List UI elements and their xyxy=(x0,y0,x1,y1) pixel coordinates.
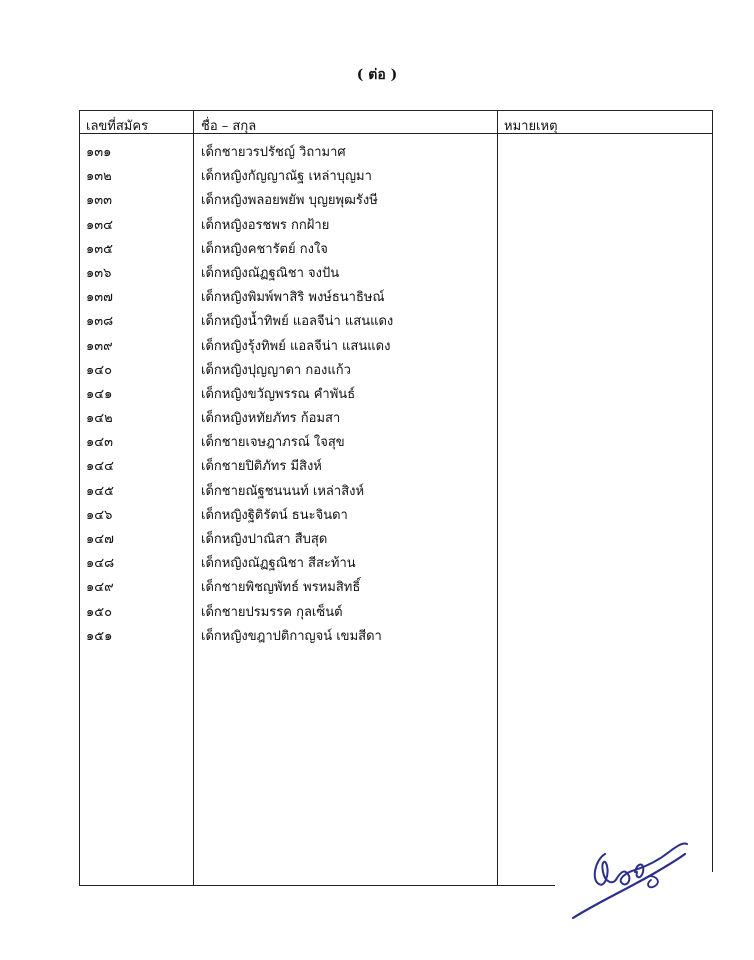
applicant-number: ๑๔๐ xyxy=(86,362,113,378)
applicant-name: เด็กหญิงน้ำทิพย์ แอลจีน่า แสนแดง xyxy=(201,314,394,330)
applicant-name: เด็กชายปิติภัทร มีสิงห์ xyxy=(201,459,322,475)
applicant-name: เด็กชายพิชญพัทธ์ พรหมสิทธิ์ xyxy=(201,580,361,596)
table-row xyxy=(80,455,497,479)
header-number: เลขที่สมัคร xyxy=(86,119,149,134)
table-row xyxy=(80,262,497,286)
applicant-name: เด็กหญิงปาณิสา สืบสุด xyxy=(201,532,328,547)
applicant-name: เด็กหญิงพิมพ์พาสิริ พงษ์ธนาธิษณ์ xyxy=(201,290,385,306)
applicant-number: ๑๓๖ xyxy=(86,265,112,281)
applicant-name: เด็กหญิงขวัญพรรณ คำพันธ์ xyxy=(201,386,356,402)
table-row xyxy=(80,238,497,262)
applicant-name: เด็กหญิงณัฏฐณิชา จงปัน xyxy=(201,265,340,281)
table-row xyxy=(80,214,497,238)
applicant-name: เด็กหญิงกัญญาณัฐ เหล่าบุญมา xyxy=(201,169,372,185)
table-row xyxy=(80,528,497,552)
table-row xyxy=(80,359,497,383)
table-row xyxy=(80,576,497,600)
header-note: หมายเหตุ xyxy=(504,119,558,134)
table-row xyxy=(80,480,497,504)
applicant-number: ๑๔๕ xyxy=(86,483,114,499)
applicant-number: ๑๓๕ xyxy=(86,241,113,257)
applicant-name: เด็กหญิงหทัยภัทร ก้อมสา xyxy=(201,411,341,427)
applicant-name: เด็กชายณัฐชนนนท์ เหล่าสิงห์ xyxy=(201,483,365,499)
table-row xyxy=(80,141,497,165)
applicant-name: เด็กชายปรมรรค กุลเซ็นต์ xyxy=(201,604,343,620)
table-row xyxy=(80,504,497,528)
applicant-number: ๑๔๑ xyxy=(86,386,113,402)
applicant-name: เด็กหญิงอรชพร กกฝ้าย xyxy=(201,217,330,233)
applicant-number: ๑๕๑ xyxy=(86,628,113,644)
applicant-number: ๑๓๒ xyxy=(86,169,112,185)
applicant-number: ๑๓๓ xyxy=(86,193,113,209)
applicant-name: เด็กชายเจษฎาภรณ์ ใจสุข xyxy=(201,435,345,451)
applicant-name: เด็กหญิงฐิติรัตน์ ธนะจินดา xyxy=(201,507,348,523)
applicant-name: เด็กหญิงคชารัตย์ กงใจ xyxy=(201,241,328,257)
applicant-number: ๑๓๗ xyxy=(86,290,113,306)
applicant-number: ๑๔๓ xyxy=(86,435,113,451)
applicant-name: เด็กหญิงขฎาปติกาญจน์ เขมสีดา xyxy=(201,628,382,644)
table-row xyxy=(80,552,497,576)
applicant-number: ๑๔๖ xyxy=(86,507,113,523)
table-row xyxy=(80,335,497,359)
applicant-name: เด็กหญิงปุญญาดา กองแก้ว xyxy=(201,362,351,378)
table-row xyxy=(80,407,497,431)
table-row xyxy=(80,383,497,407)
applicant-name: เด็กหญิงพลอยพยัพ บุญยพุฒรังษี xyxy=(201,193,378,209)
table-row xyxy=(80,189,497,213)
applicant-name: เด็กหญิงรุ้งทิพย์ แอลจีน่า แสนแดง xyxy=(201,338,391,354)
table-row xyxy=(80,625,497,649)
applicant-number: ๑๔๔ xyxy=(86,459,114,475)
table-row xyxy=(80,431,497,455)
applicant-number: ๑๔๙ xyxy=(86,580,114,596)
applicant-number: ๑๕๐ xyxy=(86,604,113,620)
table-row xyxy=(80,286,497,310)
table-row xyxy=(80,310,497,334)
continued-label: ( ต่อ ) xyxy=(356,67,398,83)
applicant-number: ๑๔๗ xyxy=(86,532,114,547)
applicant-name: เด็กชายวรปรัชญ์ วิถามาศ xyxy=(201,145,346,160)
applicant-number: ๑๓๑ xyxy=(86,145,112,160)
table-body xyxy=(80,141,497,649)
applicant-number: ๑๓๔ xyxy=(86,217,113,233)
table-row xyxy=(80,601,497,625)
applicant-number: ๑๔๘ xyxy=(86,556,115,572)
header-divider xyxy=(80,133,712,134)
applicant-number: ๑๓๙ xyxy=(86,338,113,354)
header-name: ชื่อ – สกุล xyxy=(201,119,257,134)
applicant-name: เด็กหญิงณัฏฐณิชา สีสะท้าน xyxy=(201,556,356,572)
applicant-number: ๑๓๘ xyxy=(86,314,114,330)
table-row xyxy=(80,165,497,189)
column-divider xyxy=(497,111,498,885)
signature-image xyxy=(565,832,695,924)
applicant-number: ๑๔๒ xyxy=(86,411,113,427)
applicant-table xyxy=(79,110,713,886)
